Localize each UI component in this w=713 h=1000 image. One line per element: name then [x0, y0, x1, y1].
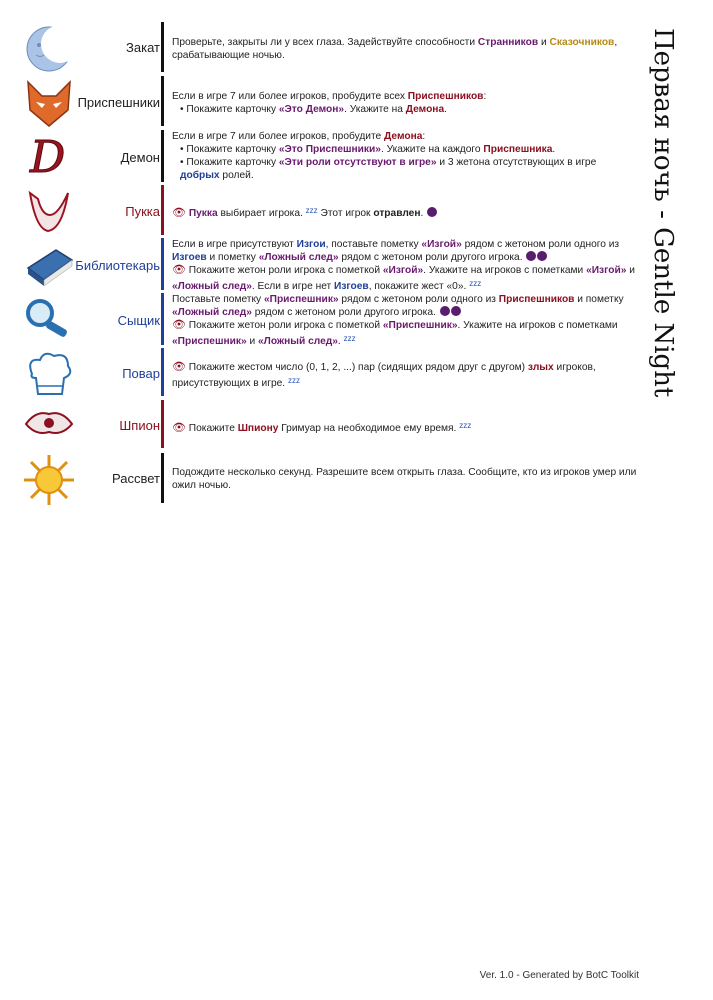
divider — [161, 130, 164, 182]
row-minions — [0, 76, 650, 126]
role-name: Пукка — [125, 204, 160, 219]
sleep-icon: zzz — [287, 376, 300, 385]
row-chef — [0, 348, 650, 396]
divider — [161, 22, 164, 72]
divider — [161, 348, 164, 396]
role-name: Приспешники — [77, 95, 160, 110]
sleep-icon: zzz — [343, 334, 356, 343]
row-demon — [0, 130, 650, 182]
role-instructions: 👁 Покажите Шпиону Гримуар на необходимое ему время. $^{zzz}$ — [172, 421, 472, 434]
role-name: Демон — [120, 150, 160, 165]
role-name: Шпион — [119, 418, 160, 433]
row-pukka — [0, 185, 650, 235]
row-dawn — [0, 453, 650, 503]
row-dusk — [0, 22, 650, 72]
role-instructions: 👁 Пукка выбирает игрока. $^{zzz}$ Этот игрок отравлен. — [172, 204, 637, 220]
divider — [161, 293, 164, 345]
footer-version: Ver. 1.0 - Generated by BotC Toolkit — [479, 970, 639, 981]
role-name: Библиотекарь — [75, 258, 160, 273]
divider — [161, 400, 164, 448]
row-investigator — [0, 293, 650, 345]
token-icon — [451, 306, 461, 316]
role-instructions: Если в игре присутствуют Изгои, поставьте пометку «Изгой» рядом с жетоном роли одного из Изгоев и пометку «Ложный след» рядом с жетоном роли другого игрока. 👁 Покажите жетон роли игрока с пометкой «Изгой». Укажите на игроков с пометками «Изгой» и «Ложный след». Если в игре нет Изгоев, покажите жест «0». $^{zzz}$ — [172, 239, 635, 292]
role-name: Рассвет — [112, 471, 160, 486]
eye-icon: 👁 — [172, 422, 186, 434]
role-instructions: Поставьте пометку «Приспешник» рядом с жетоном роли одного из Приспешников и пометку «Ложный след» рядом с жетоном роли другого игрока. 👁 Покажите жетон роли игрока с пометкой «Приспешник». Укажите на игроков с пометками «Приспешник» и «Ложный след». $^{zzz}$ — [172, 294, 624, 347]
role-instructions: Если в игре 7 или более игроков, пробудите всех Приспешников: • Покажите карточку «Это Демон». Укажите на Демона. — [172, 91, 487, 115]
sleep-icon: zzz — [459, 421, 472, 430]
divider — [161, 453, 164, 503]
eye-icon: 👁 — [172, 264, 186, 276]
role-name: Закат — [126, 40, 160, 55]
divider — [161, 76, 164, 126]
role-instructions: Если в игре 7 или более игроков, пробудите Демона: • Покажите карточку «Это Приспешники». Укажите на каждого Приспешника. • Покажите карточку «Эти роли отсутствуют в игре» и 3 жетона отсутствующих в игре добрых ролей. — [172, 131, 597, 181]
role-name: Повар — [122, 366, 160, 381]
sleep-icon: zzz — [469, 279, 482, 288]
row-spy — [0, 400, 650, 448]
eye-icon: 👁 — [172, 361, 186, 373]
role-instructions: Проверьте, закрыты ли у всех глаза. Задействуйте способности Странников и Сказочников, срабатывающие ночью. — [172, 37, 618, 61]
role-instructions: Подождите несколько секунд. Разрешите всем открыть глаза. Сообщите, кто из игроков умер или ожил ночью. — [172, 467, 637, 491]
svg-text:D: D — [30, 132, 66, 183]
sheet-title: Первая ночь - Gentle Night — [648, 28, 678, 398]
role-instructions: 👁 Покажите жестом число (0, 1, 2, ...) пар (сидящих рядом друг с другом) злых игроков, присутствующих в игре. $^{zzz}$ — [172, 361, 596, 389]
role-name: Сыщик — [117, 313, 160, 328]
divider — [161, 238, 164, 290]
token-icon — [537, 251, 547, 261]
eye-icon: 👁 — [172, 319, 186, 331]
poisoned-token-icon — [427, 207, 437, 217]
token-icon — [526, 251, 536, 261]
sleep-icon: zzz — [305, 206, 318, 215]
eye-icon: 👁 — [172, 207, 186, 219]
token-icon — [440, 306, 450, 316]
row-librarian — [0, 238, 650, 290]
divider — [161, 185, 164, 235]
